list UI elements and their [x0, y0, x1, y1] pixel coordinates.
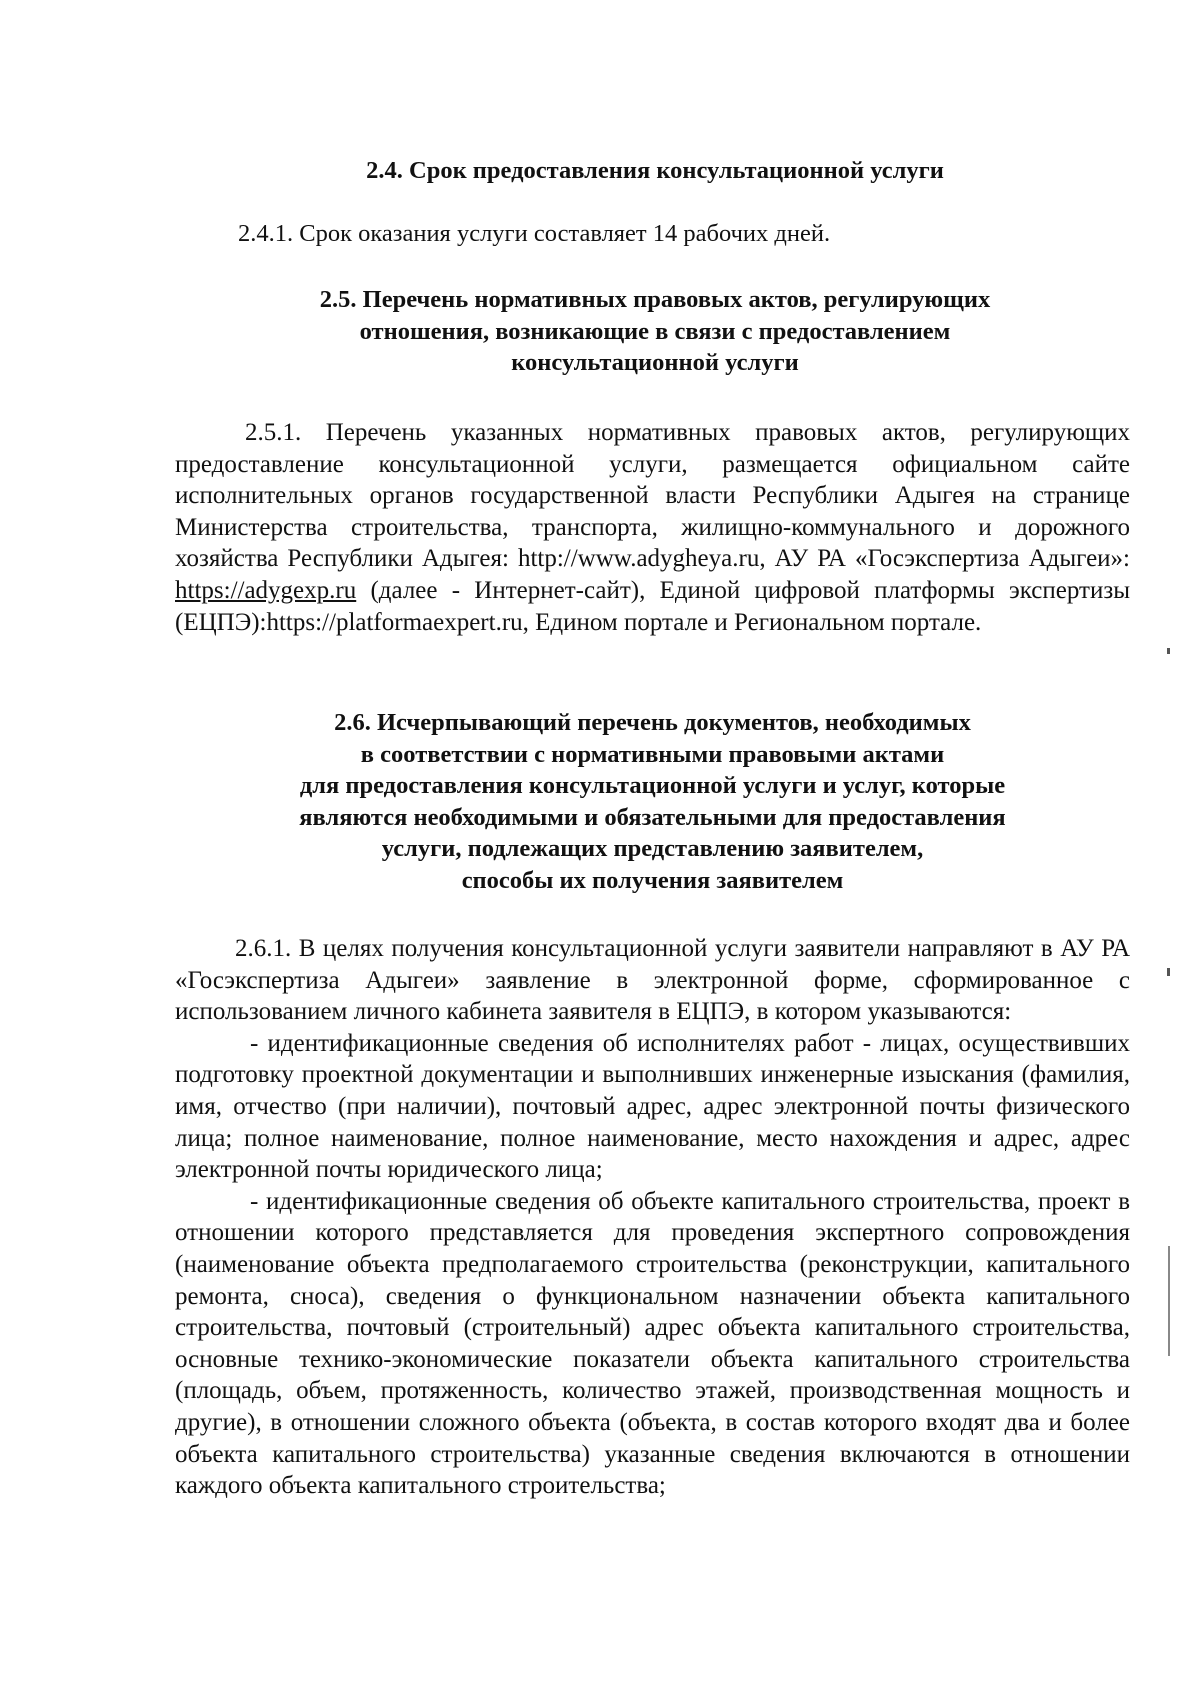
section-2-6-heading-line-4: являются необходимыми и обязательными для предоставления	[299, 803, 1006, 831]
scan-mark	[1167, 968, 1170, 976]
section-2-5-1-text-end: (далее - Интернет-сайт), Единой цифровой платформы экспертизы (ЕЦПЭ):https://platformaexpert.ru, Едином портале и Региональном портале.	[175, 576, 1130, 636]
scan-mark	[1168, 1246, 1170, 1356]
scan-mark	[1167, 648, 1170, 654]
section-2-6-1-text: 2.6.1. В целях получения консультационной услуги заявители направляют в АУ РА «Госэкспертиза Адыгеи» заявление в электронной форме, сформированное с использованием личного кабинета заявителя в ЕЦПЭ, в котором указываются:	[175, 935, 1130, 1026]
section-2-5-1-text	[175, 417, 1130, 638]
section-2-6-heading-line-2: в соответствии с нормативными правовыми актами	[360, 740, 945, 768]
section-2-6-heading-line-3: для предоставления консультационной услуги и услуг, которые	[299, 772, 1006, 799]
section-2-5-heading	[175, 284, 1135, 379]
document-page	[175, 0, 1130, 1693]
section-2-4-heading: 2.4. Срок предоставления консультационной услуги	[366, 157, 944, 184]
adygexp-link[interactable]: https://adygexp.ru	[175, 576, 357, 604]
section-2-6-heading-line-6: способы их получения заявителем	[461, 866, 844, 894]
section-2-5-heading-line-1: 2.5. Перечень нормативных правовых актов, регулирующих	[319, 286, 991, 313]
executors-info-item: - идентификационные сведения об исполнителях работ - лицах, осуществивших подготовку проектной документации и выполнивших инженерные изыскания (фамилия, имя, отчество (при наличии), почтовый адрес, адрес электронной почты физического лица; полное наименование, полное наименование, место нахождения и адрес, адрес электронной почты юридического лица;	[175, 1029, 1130, 1184]
section-2-6-heading	[175, 707, 1130, 896]
section-2-5-1-text-start: 2.5.1. Перечень указанных нормативных правовых актов, регулирующих предоставление консультационной услуги, размещается официальном сайте исполнительных органов государственной власти Республики Адыгея на странице Министерства строительства, транспорта, жилищно-коммунального и дорожного хозяйства Республики Адыгея: http://www.adygheya.ru, АУ РА «Госэкспертиза Адыгеи»:	[175, 419, 1130, 573]
section-2-6-heading-line-5: услуги, подлежащих представлению заявителем,	[381, 835, 924, 862]
object-info-item: - идентификационные сведения об объекте капитального строительства, проект в отношении которого представляется для проведения экспертного сопровождения (наименование объекта предполагаемого строительства (реконструкции, капитального ремонта, сноса), сведения о функциональном назначении объекта капитального строительства, почтовый (строительный) адрес объекта капитального строительства, основные технико-экономические показатели объекта капитального строительства (площадь, объем, протяженность, количество этажей, производственная мощность и другие), в отношении сложного объекта (объекта, в состав которого входят два и более объекта капитального строительства) указанные сведения включаются в отношении каждого объекта капитального строительства;	[175, 1187, 1130, 1500]
section-2-5-heading-line-2: отношения, возникающие в связи с предоставлением	[359, 317, 951, 345]
section-2-5-heading-line-3: консультационной услуги	[511, 349, 799, 376]
section-2-6-heading-line-1: 2.6. Исчерпывающий перечень документов, необходимых	[334, 709, 971, 736]
section-2-6-body	[175, 933, 1130, 1502]
section-2-4-1-text: 2.4.1. Срок оказания услуги составляет 14 рабочих дней.	[238, 220, 831, 247]
